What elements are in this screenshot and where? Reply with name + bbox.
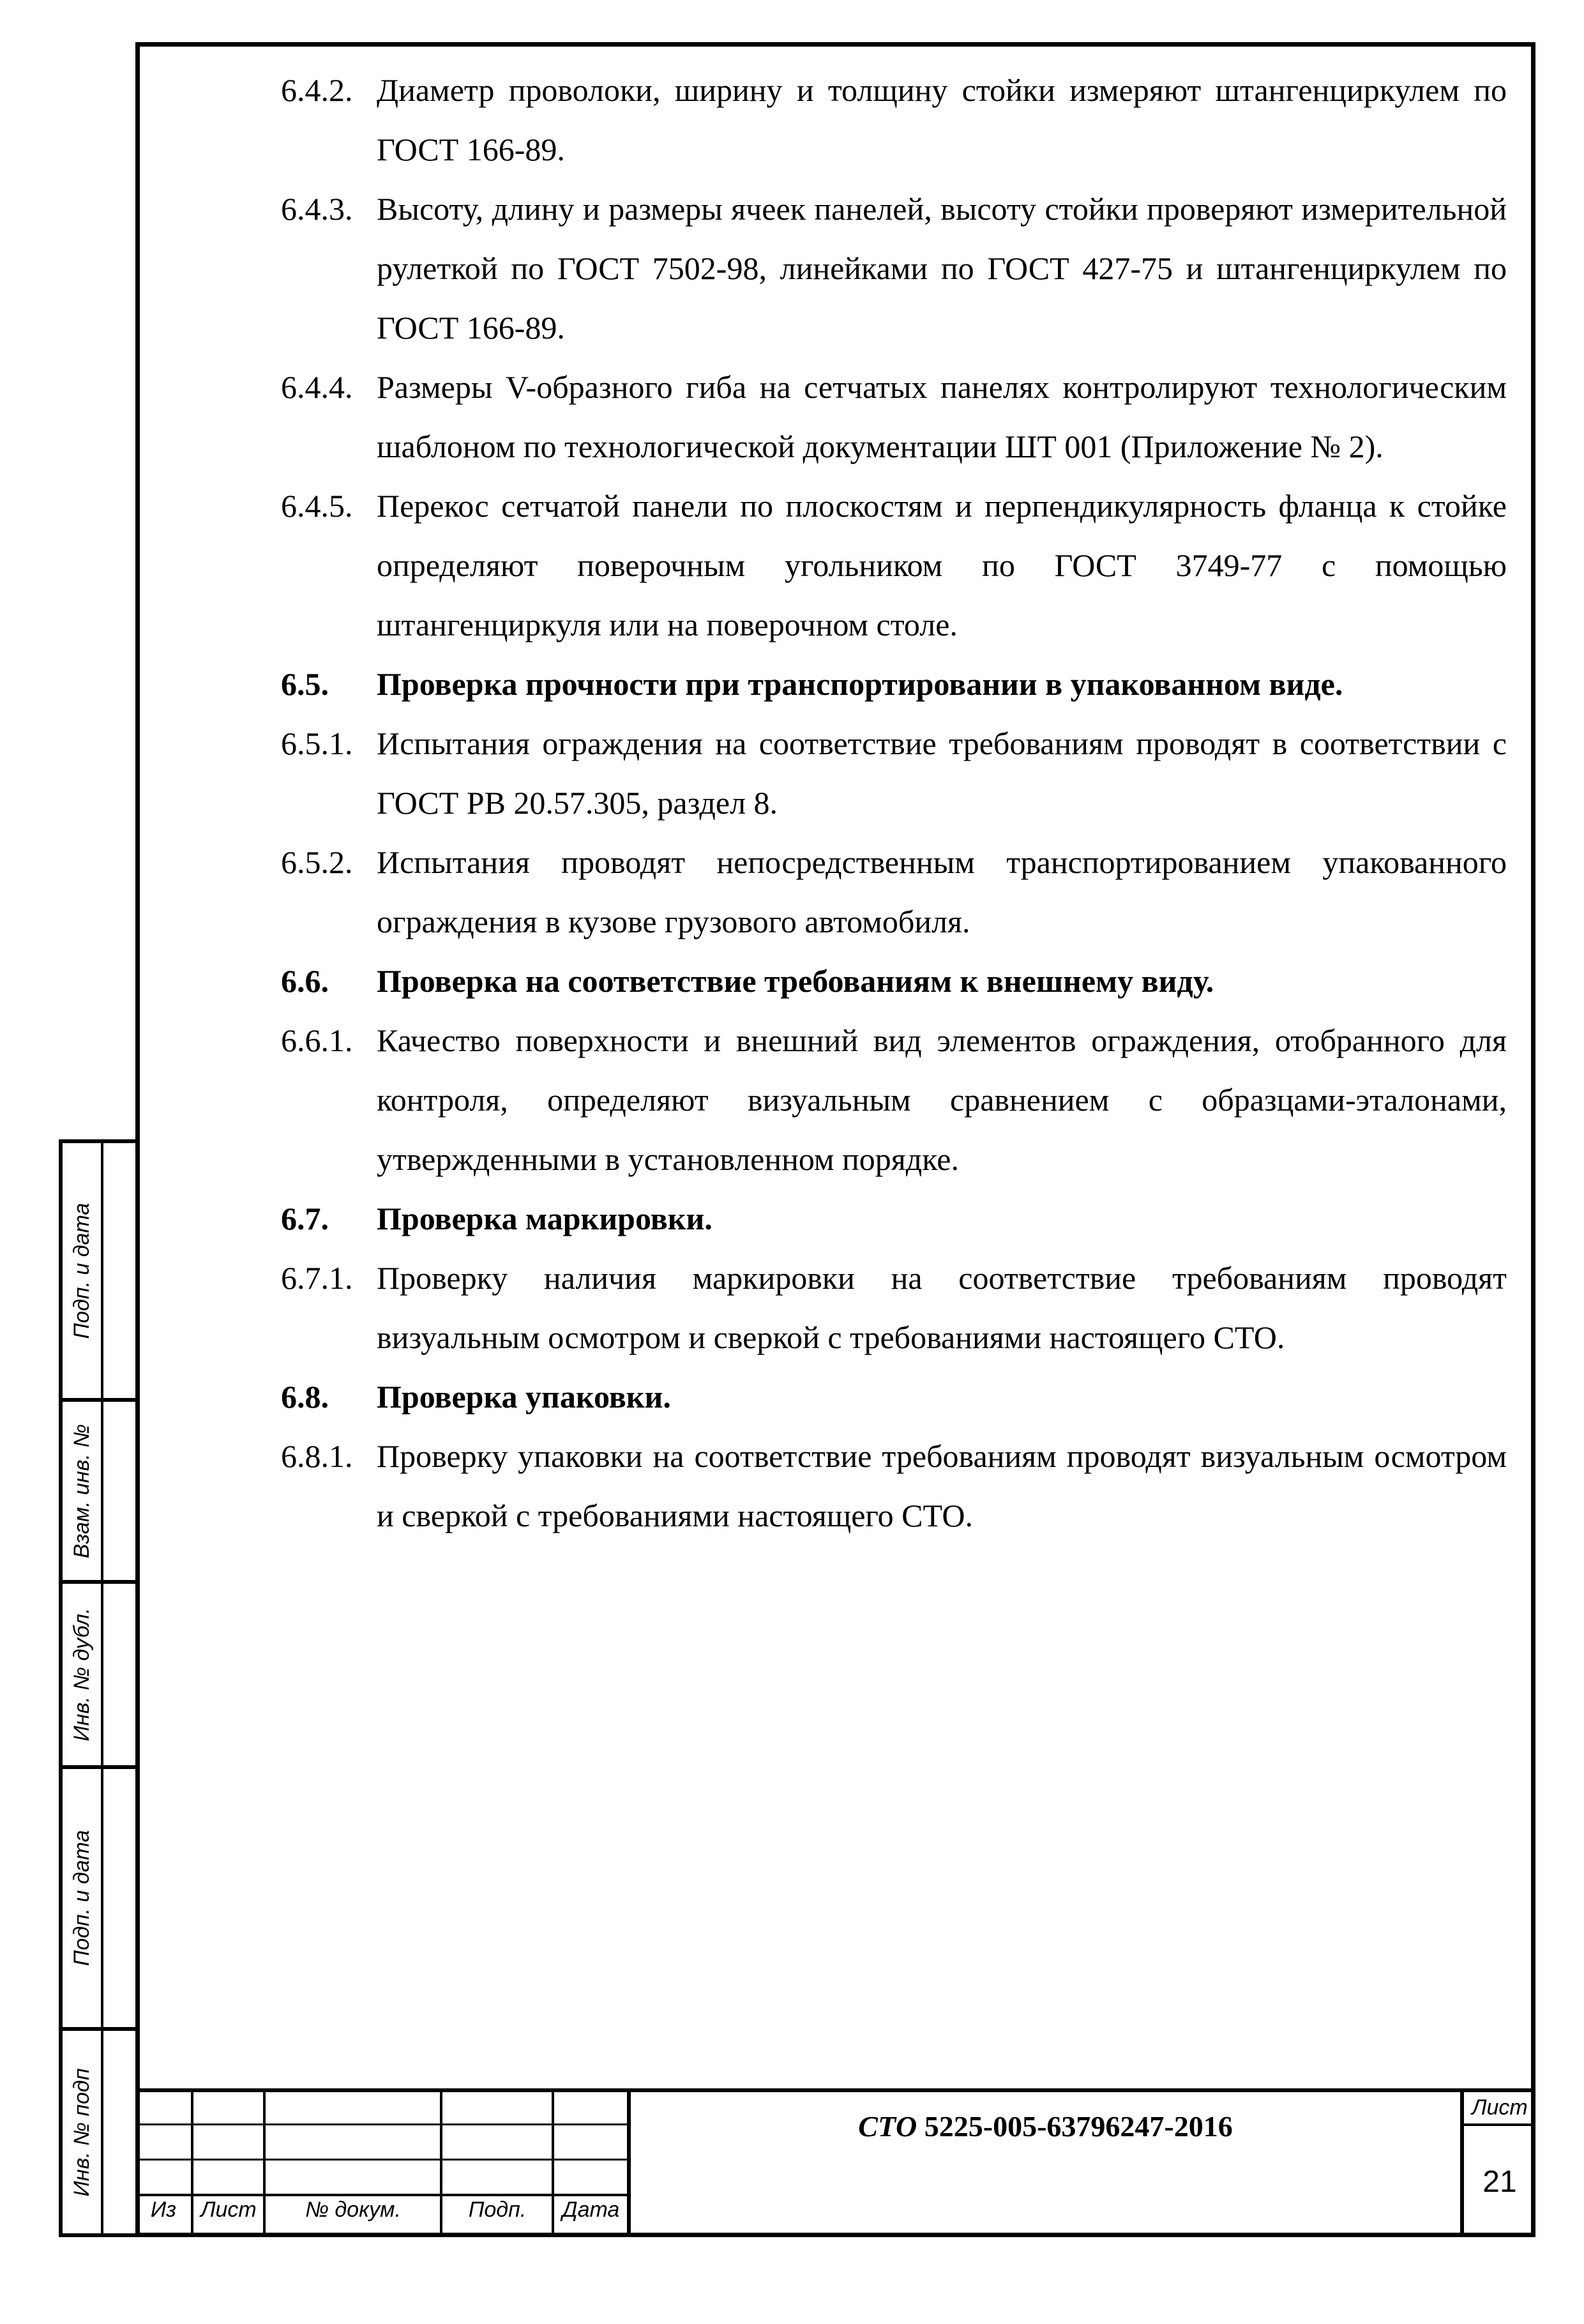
clause-number: 6.4.2.	[281, 72, 353, 108]
clause-text: Размеры V-образного гиба на сетчатых панелях контролируют технологическим шаблоном по технологической документации ШТ 001 (Приложение № 2).	[377, 369, 1507, 464]
side-stamp-label: Взам. инв. №	[70, 1424, 94, 1558]
document-code-number: 5225-005-63796247-2016	[924, 2110, 1233, 2143]
clause-text: Проверку упаковки на соответствие требованиям проводят визуальным осмотром и сверкой с требованиями настоящего СТО.	[377, 1438, 1507, 1533]
clause-text: Испытания ограждения на соответствие требованиям проводят в соответствии с ГОСТ РВ 20.57.305, раздел 8.	[377, 725, 1507, 821]
clause-text: Испытания проводят непосредственным транспортированием упакованного ограждения в кузове грузового автомобиля.	[377, 844, 1507, 939]
section-heading	[281, 1367, 1507, 1427]
clause-paragraph	[281, 476, 1507, 655]
stamp-col-date: Дата	[562, 2198, 620, 2222]
stamp-col-sign: Подп.	[468, 2198, 527, 2222]
stamp-col-doc: № докум.	[305, 2198, 401, 2222]
clause-paragraph	[281, 714, 1507, 833]
document-code	[631, 2095, 1460, 2159]
clause-text: Проверка прочности при транспортировании в упакованном виде.	[377, 666, 1343, 702]
clause-text: Проверку наличия маркировки на соответствие требованиям проводят визуальным осмотром и сверкой с требованиями настоящего СТО.	[377, 1260, 1507, 1355]
side-stamp-row	[59, 2027, 135, 2237]
clause-text: Перекос сетчатой панели по плоскостям и перпендикулярность фланца к стойке определяют поверочным угольником по ГОСТ 3749-77 с помощью штангенциркуля или на поверочном столе.	[377, 488, 1507, 642]
clause-text: Высоту, длину и размеры ячеек панелей, высоту стойки проверяют измерительной рулеткой по ГОСТ 7502-98, линейками по ГОСТ 427-75 и штангенциркулем по ГОСТ 166-89.	[377, 191, 1507, 346]
clause-number: 6.7.1.	[281, 1260, 353, 1296]
clause-text: Проверка маркировки.	[377, 1201, 713, 1236]
clause-paragraph	[281, 179, 1507, 358]
sheet-number: 21	[1482, 2165, 1517, 2199]
clause-number: 6.5.2.	[281, 844, 353, 880]
clause-text: Качество поверхности и внешний вид элементов ограждения, отобранного для контроля, определяют визуальным сравнением с образцами-эталонами, утвержденными в установленном порядке.	[377, 1022, 1507, 1177]
clause-number: 6.5.	[281, 666, 329, 702]
clause-paragraph	[281, 1427, 1507, 1546]
clause-number: 6.6.	[281, 963, 329, 999]
clause-paragraph	[281, 1249, 1507, 1367]
clause-number: 6.6.1.	[281, 1022, 353, 1058]
clause-number: 6.5.1.	[281, 725, 353, 761]
side-stamp-label: Инв. № дубл.	[70, 1607, 94, 1742]
clause-number: 6.7.	[281, 1201, 329, 1236]
side-stamp-label: Инв. № подп	[70, 2067, 94, 2197]
document-code-prefix: СТО	[858, 2110, 917, 2143]
side-stamp-label: Подп. и дата	[70, 1830, 94, 1966]
stamp-col-izm: Из	[150, 2198, 177, 2222]
section-heading	[281, 1189, 1507, 1249]
clause-number: 6.4.3.	[281, 191, 353, 227]
sheet-label: Лист	[1472, 2095, 1528, 2120]
clause-text: Диаметр проволоки, ширину и толщину стойки измеряют штангенциркулем по ГОСТ 166-89.	[377, 72, 1507, 167]
clause-paragraph	[281, 1011, 1507, 1189]
clause-paragraph	[281, 61, 1507, 179]
document-body	[281, 61, 1507, 1546]
section-heading	[281, 655, 1507, 714]
clause-paragraph	[281, 358, 1507, 476]
clause-number: 6.8.1.	[281, 1438, 353, 1474]
clause-number: 6.8.	[281, 1379, 329, 1415]
title-block	[135, 2088, 1535, 2237]
stamp-col-list: Лист	[200, 2198, 257, 2222]
side-stamp-label: Подп. и дата	[70, 1203, 94, 1339]
side-stamp	[59, 1139, 137, 2237]
clause-number: 6.4.5.	[281, 488, 353, 524]
clause-text: Проверка упаковки.	[377, 1379, 671, 1415]
section-heading	[281, 952, 1507, 1011]
clause-number: 6.4.4.	[281, 369, 353, 405]
clause-text: Проверка на соответствие требованиям к внешнему виду.	[377, 963, 1214, 999]
clause-paragraph	[281, 833, 1507, 952]
